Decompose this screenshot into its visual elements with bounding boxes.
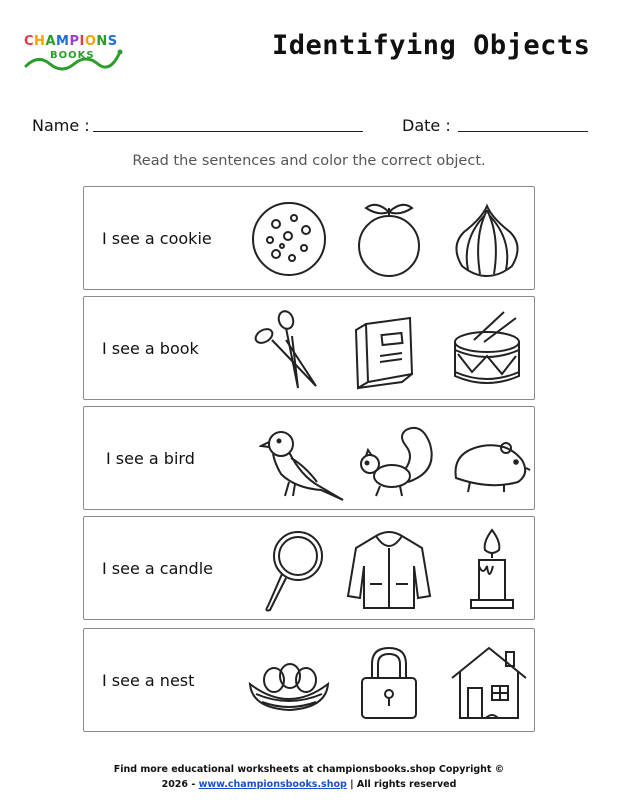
jacket-icon[interactable] <box>346 526 432 612</box>
page-title: Identifying Objects <box>272 30 591 61</box>
name-label: Name : <box>32 116 90 135</box>
logo-bottom-text: BOOKS <box>50 50 95 61</box>
magnifying-glass-icon[interactable] <box>246 526 332 612</box>
name-field[interactable] <box>93 131 363 132</box>
exercise-row-book <box>83 296 535 400</box>
logo-top-text: CHAMPIONS <box>24 34 118 49</box>
drum-icon[interactable] <box>444 306 530 392</box>
exercise-row-bird <box>83 406 535 510</box>
squirrel-icon[interactable] <box>352 416 438 502</box>
footer-rights: | All rights reserved <box>346 779 457 790</box>
row-sentence: I see a book <box>102 338 199 358</box>
exercise-row-nest <box>83 628 535 732</box>
orange-icon[interactable] <box>346 196 432 282</box>
padlock-icon[interactable] <box>346 638 432 724</box>
bird-icon[interactable] <box>259 416 345 502</box>
garlic-icon[interactable] <box>444 196 530 282</box>
house-icon[interactable] <box>446 638 532 724</box>
championsbooks-logo <box>24 34 124 74</box>
row-sentence: I see a candle <box>102 558 213 578</box>
footer-line-1: Find more educational worksheets at championsbooks.shop Copyright © <box>113 764 505 775</box>
footer-year: 2026 - <box>161 779 199 790</box>
hamster-icon[interactable] <box>446 416 532 502</box>
footer-line-2 <box>100 779 518 790</box>
cookie-icon[interactable] <box>246 196 332 282</box>
nest-icon[interactable] <box>246 638 332 724</box>
candle-icon[interactable] <box>449 526 535 612</box>
row-sentence: I see a bird <box>106 448 195 468</box>
row-sentence: I see a cookie <box>102 228 212 248</box>
exercise-row-cookie <box>83 186 535 290</box>
exercise-row-candle <box>83 516 535 620</box>
row-sentence: I see a nest <box>102 670 195 690</box>
footer-website-link[interactable]: www.championsbooks.shop <box>198 779 347 790</box>
date-label: Date : <box>402 116 451 135</box>
book-icon[interactable] <box>346 306 432 392</box>
date-field[interactable] <box>458 131 588 132</box>
instructions-text: Read the sentences and color the correct object. <box>132 153 486 169</box>
scissors-icon[interactable] <box>246 306 332 392</box>
